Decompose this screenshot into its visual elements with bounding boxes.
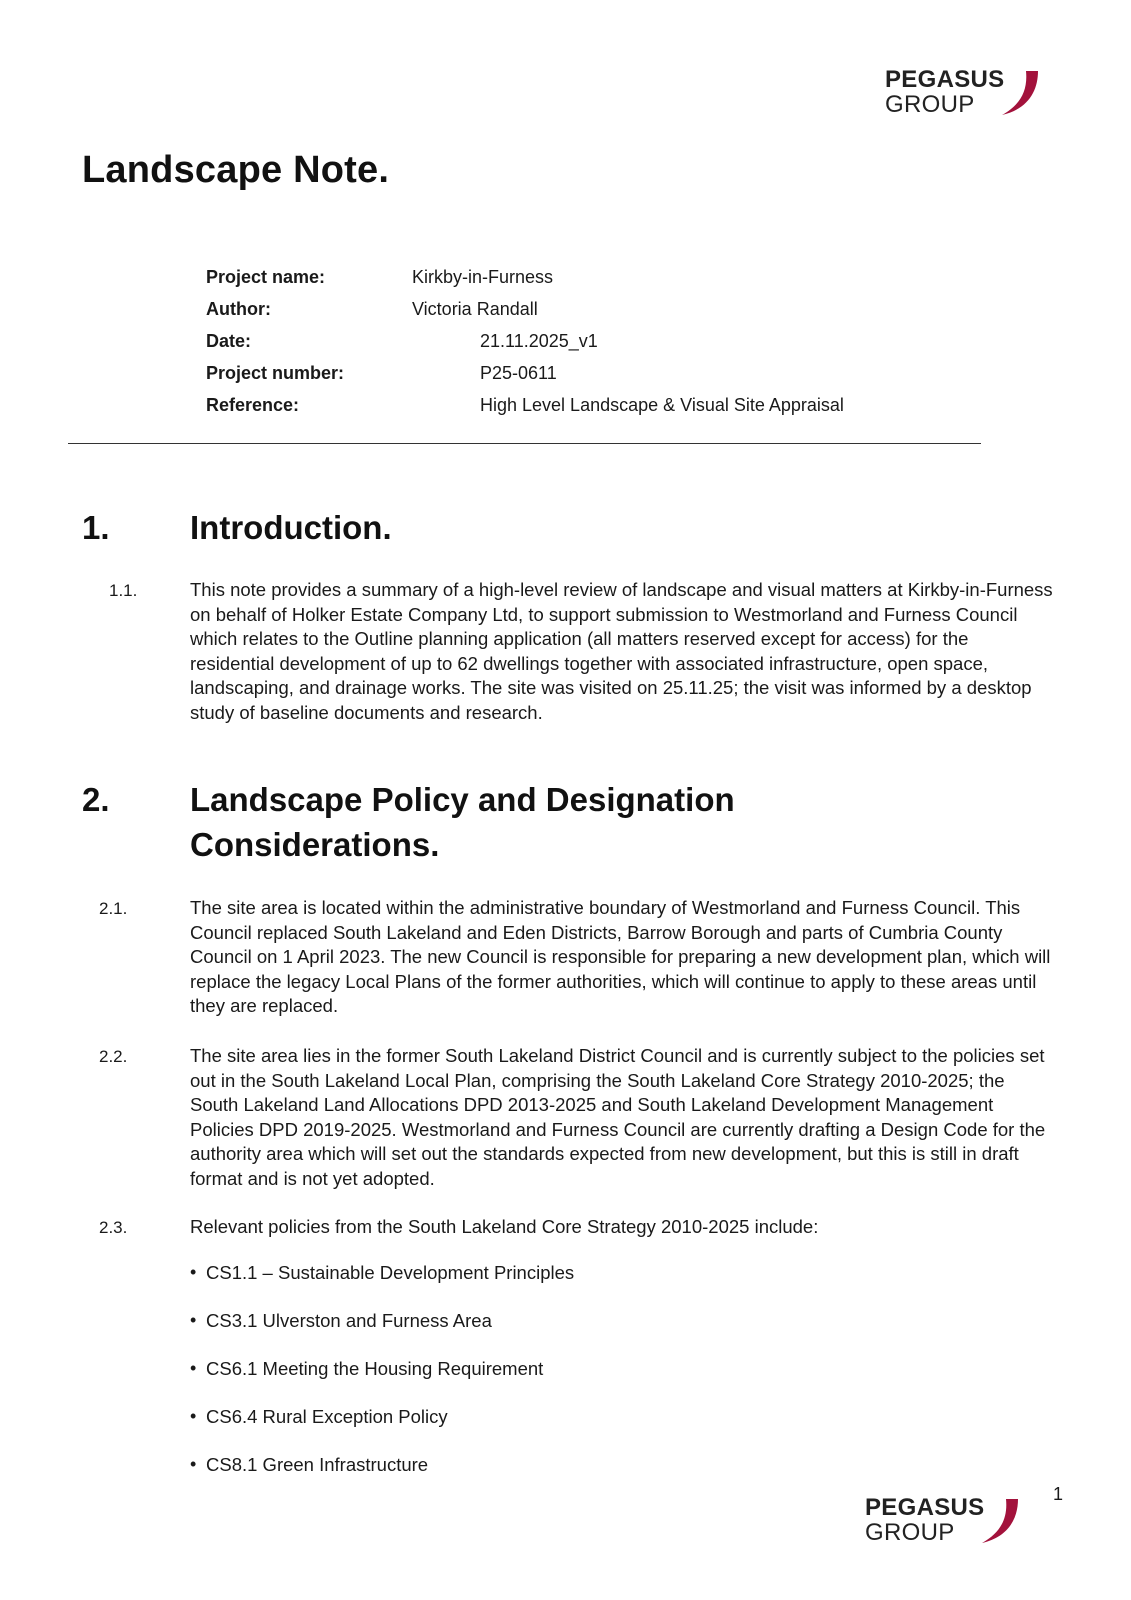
bullet-icon: • [190,1454,197,1474]
paragraph-text: Relevant policies from the South Lakeland Core Strategy 2010-2025 include: [190,1216,819,1237]
meta-row-project-name [206,267,926,299]
section-title-line1: Landscape Policy and Designation [190,781,735,818]
section-title: Introduction. [190,509,392,546]
meta-value: P25-0611 [480,363,557,383]
paragraph-number: 2.2. [99,1047,128,1066]
pegasus-group-logo-bottom [865,1496,1020,1545]
list-item-text: CS8.1 Green Infrastructure [206,1454,429,1475]
list-item-text: CS1.1 – Sustainable Development Principles [206,1262,575,1283]
logo-sub: GROUP [865,1519,955,1546]
list-item [190,1310,574,1358]
bullet-icon: • [190,1358,197,1378]
page-title: Landscape Note. [82,149,390,191]
meta-label: Date: [206,331,252,351]
meta-label: Project name: [206,267,326,287]
logo-name: PEGASUS [885,66,1005,93]
section-number: 1. [82,509,110,546]
meta-row-project-number [206,363,926,395]
meta-label: Project number: [206,363,345,383]
meta-row-reference [206,395,926,427]
bullet-icon: • [190,1310,197,1330]
swoosh-icon [1000,69,1040,117]
meta-value: Victoria Randall [412,299,538,319]
section-title-line2: Considerations. [190,826,440,863]
paragraph-number: 2.1. [99,899,128,918]
paragraph-text: This note provides a summary of a high-level review of landscape and visual matters at Kirkby-in-Furness on behalf of Holker Estate Company Ltd, to support submission to Westmorland and Furness Council which relates to the Outline planning application (all matters reserved except for access) for the residential development of up to 62 dwellings together with associated infrastructure, open space, landscaping, and drainage works. The site was visited on 25.11.25; the visit was informed by a desktop study of baseline documents and research. [190,579,1053,723]
meta-value: High Level Landscape & Visual Site Appraisal [480,395,844,415]
list-item [190,1406,574,1454]
meta-value: Kirkby-in-Furness [412,267,554,287]
meta-row-date [206,331,926,363]
list-item-text: CS6.4 Rural Exception Policy [206,1406,448,1427]
meta-label: Author: [206,299,271,319]
paragraph-number: 2.3. [99,1218,128,1237]
paragraph-number: 1.1. [109,581,138,600]
meta-label: Reference: [206,395,300,415]
swoosh-icon [980,1497,1020,1545]
list-item-text: CS3.1 Ulverston and Furness Area [206,1310,492,1331]
logo-name: PEGASUS [865,1494,985,1521]
divider [68,443,981,444]
bullet-icon: • [190,1406,197,1426]
policy-list [190,1262,574,1502]
meta-row-author [206,299,926,331]
paragraph-text: The site area is located within the administrative boundary of Westmorland and Furness Council. This Council replaced South Lakeland and Eden Districts, Barrow Borough and parts of Cumbria County Council on 1 April 2023. The new Council is responsible for preparing a new development plan, which will replace the legacy Local Plans of the former authorities, which will continue to apply to these areas until they are replaced. [190,897,1051,1017]
project-metadata [206,267,926,427]
logo-sub: GROUP [885,91,975,118]
meta-value: 21.11.2025_v1 [480,331,598,351]
section-number: 2. [82,781,110,818]
page-number: 1 [1053,1484,1064,1504]
list-item-text: CS6.1 Meeting the Housing Requirement [206,1358,544,1379]
bullet-icon: • [190,1262,197,1282]
list-item [190,1454,574,1502]
list-item [190,1358,574,1406]
pegasus-group-logo-top [885,68,1040,117]
paragraph-text: The site area lies in the former South Lakeland District Council and is currently subject to the policies set out in the South Lakeland Local Plan, comprising the South Lakeland Core Strategy 2010-2025; the South Lakeland Land Allocations DPD 2013-2025 and South Lakeland Development Management Policies DPD 2019-2025. Westmorland and Furness Council are currently drafting a Design Code for the authority area which will set out the standards expected from new development, but this is still in draft format and is not yet adopted. [190,1045,1046,1189]
list-item [190,1262,574,1310]
